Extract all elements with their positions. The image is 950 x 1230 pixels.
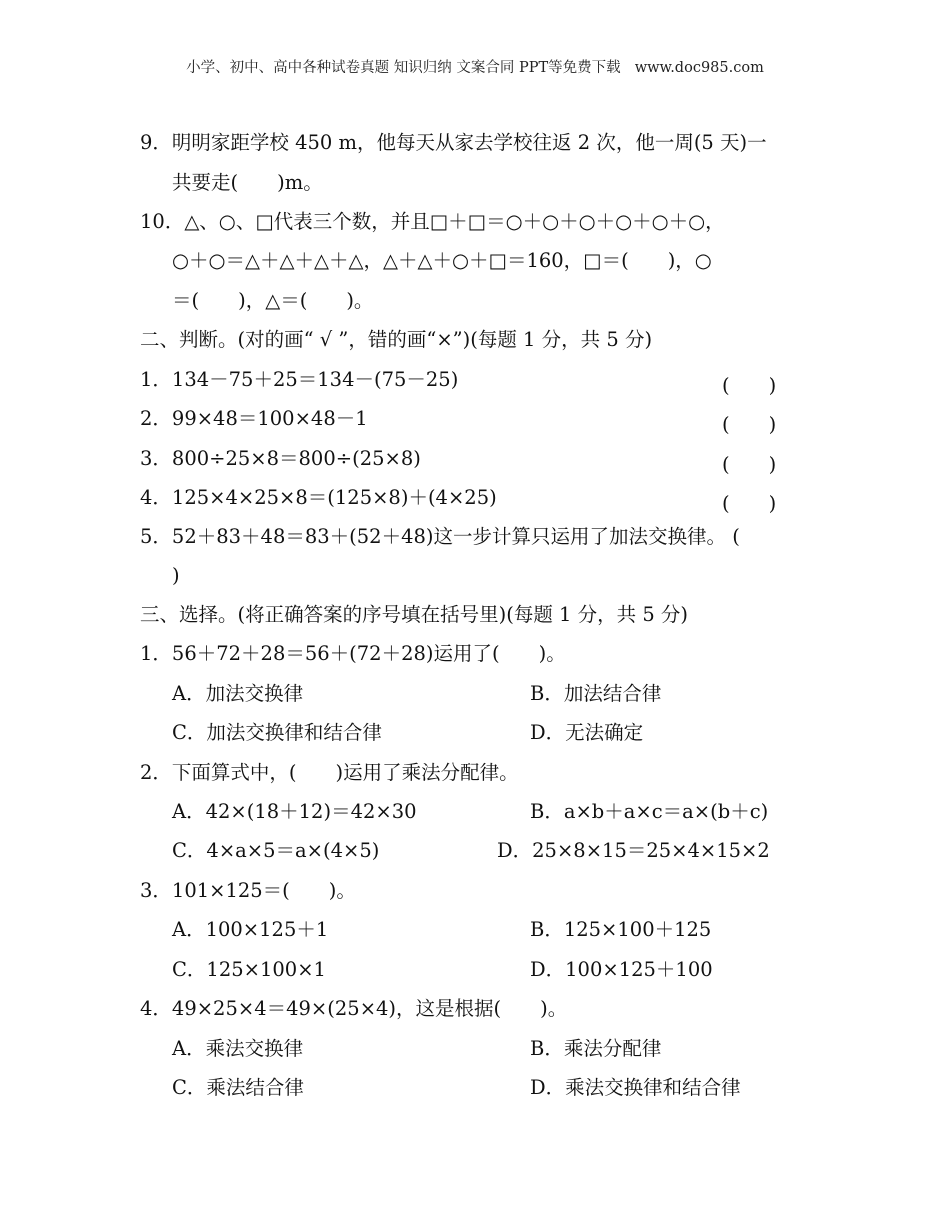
choice-q1-option-a[interactable]: A．加法交换律 — [172, 682, 304, 705]
header-text: 小学、初中、高中各种试卷真题 知识归纳 文案合同 PPT等免费下载 — [186, 60, 621, 76]
question-10-line-1: 10．△、○、□代表三个数，并且□＋□＝○＋○＋○＋○＋○＋○， — [140, 210, 725, 233]
choice-q1-option-c[interactable]: C．加法交换律和结合律 — [172, 721, 382, 744]
choice-q4-option-a[interactable]: A．乘法交换律 — [172, 1037, 304, 1060]
judge-answer-blank-1[interactable]: ( ) — [722, 374, 777, 397]
choice-q3-stem: 3．101×125＝( )。 — [140, 879, 356, 902]
question-9-line-2: 共要走( )m。 — [172, 171, 323, 194]
choice-q1-option-d[interactable]: D．无法确定 — [530, 721, 644, 744]
judge-item-4: 4．125×4×25×8＝(125×8)＋(4×25) — [140, 486, 497, 509]
choice-q2-stem: 2．下面算式中，( )运用了乘法分配律。 — [140, 761, 519, 784]
choice-q3-option-d[interactable]: D．100×125＋100 — [530, 958, 713, 981]
judge-item-1: 1．134－75＋25＝134－(75－25) — [140, 368, 459, 391]
choice-q2-option-b[interactable]: B．a×b＋a×c＝a×(b＋c) — [530, 800, 769, 823]
choice-q2-option-a[interactable]: A．42×(18＋12)＝42×30 — [172, 800, 417, 823]
choice-q2-option-c[interactable]: C．4×a×5＝a×(4×5) — [172, 839, 380, 862]
choice-q4-option-b[interactable]: B．乘法分配律 — [530, 1037, 662, 1060]
question-9-line-1: 9．明明家距学校 450 m，他每天从家去学校往返 2 次，他一周(5 天)一 — [140, 131, 767, 154]
judge-answer-blank-3[interactable]: ( ) — [722, 453, 777, 476]
choice-q3-option-b[interactable]: B．125×100＋125 — [530, 918, 712, 941]
judge-item-5-close: ) — [172, 564, 180, 587]
page-header — [0, 56, 950, 77]
choice-q4-option-d[interactable]: D．乘法交换律和结合律 — [530, 1076, 741, 1099]
choice-q3-option-c[interactable]: C．125×100×1 — [172, 958, 326, 981]
question-10-line-3: ＝( )，△＝( )。 — [172, 289, 374, 312]
choice-q2-option-d[interactable]: D．25×8×15＝25×4×15×2 — [497, 839, 770, 862]
section-judge-title: 二、判断。(对的画“ √ ”，错的画“×”)(每题 1 分，共 5 分) — [140, 328, 653, 351]
judge-item-2: 2．99×48＝100×48－1 — [140, 407, 368, 430]
header-site-link[interactable]: www.doc985.com — [634, 60, 764, 76]
choice-q1-stem: 1．56＋72＋28＝56＋(72＋28)运用了( )。 — [140, 642, 566, 665]
question-10-line-2: ○＋○＝△＋△＋△＋△，△＋△＋○＋□＝160，□＝( )，○ — [172, 249, 712, 272]
choice-q3-option-a[interactable]: A．100×125＋1 — [172, 918, 329, 941]
choice-q1-option-b[interactable]: B．加法结合律 — [530, 682, 662, 705]
choice-q4-option-c[interactable]: C．乘法结合律 — [172, 1076, 304, 1099]
section-choice-title: 三、选择。(将正确答案的序号填在括号里)(每题 1 分，共 5 分) — [140, 603, 689, 626]
judge-answer-blank-4[interactable]: ( ) — [722, 492, 777, 515]
judge-item-5: 5．52＋83＋48＝83＋(52＋48)这一步计算只运用了加法交换律。 ( — [140, 525, 740, 548]
judge-item-3: 3．800÷25×8＝800÷(25×8) — [140, 447, 421, 470]
judge-answer-blank-2[interactable]: ( ) — [722, 413, 777, 436]
choice-q4-stem: 4．49×25×4＝49×(25×4)，这是根据( )。 — [140, 997, 568, 1020]
